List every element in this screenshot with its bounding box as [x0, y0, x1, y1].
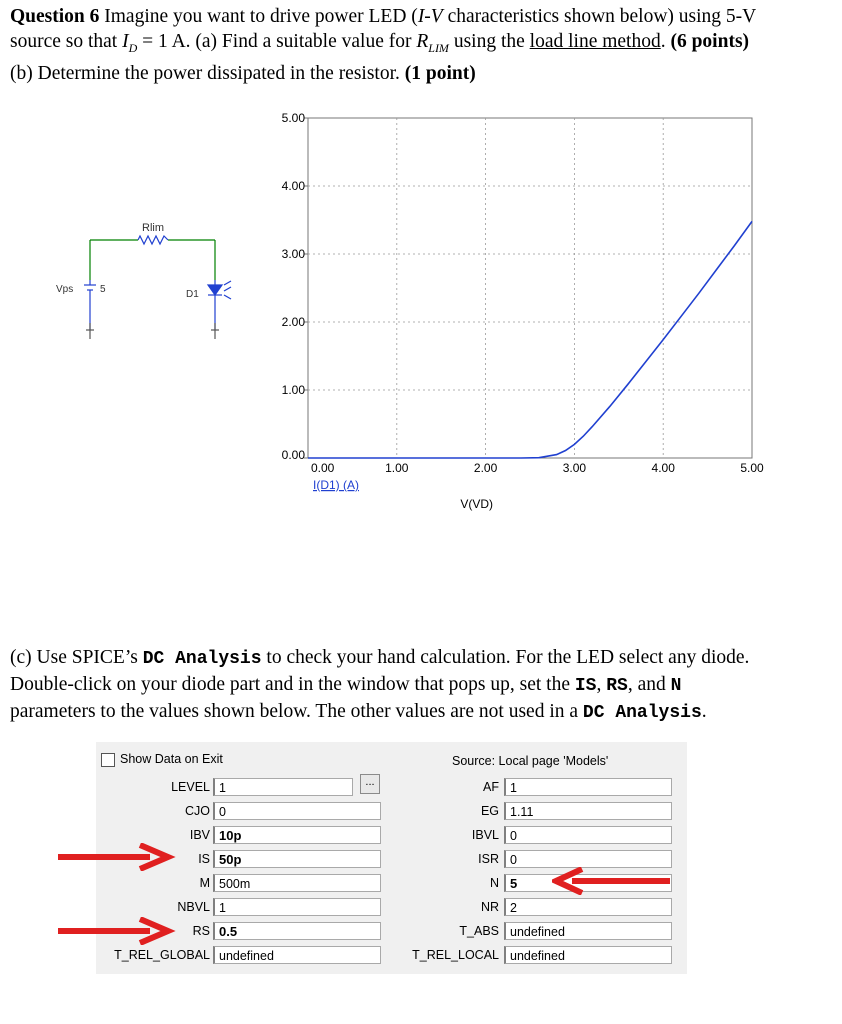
left-label: NBVL — [177, 900, 210, 914]
resistor-symbol — [138, 236, 168, 244]
arrow-is — [58, 843, 178, 871]
left-field-ibv[interactable]: 10p — [213, 826, 381, 844]
left-field-level[interactable]: 1 — [213, 778, 353, 796]
x-tick-label: 0.00 — [311, 461, 335, 475]
left-field-nbvl[interactable]: 1 — [213, 898, 381, 916]
right-field-isr[interactable]: 0 — [504, 850, 672, 868]
y-axis-label: I(D1) (A) — [313, 478, 359, 492]
x-axis-label: V(VD) — [460, 497, 494, 511]
right-label: N — [489, 876, 499, 890]
y-tick-label: 2.00 — [281, 315, 305, 329]
dc-analysis-1: DC Analysis — [142, 649, 262, 669]
question-text — [10, 4, 830, 86]
y-tick-label: 5.00 — [281, 111, 305, 125]
left-field-cjo[interactable]: 0 — [213, 802, 381, 820]
question-line-3: (b) Determine the power dissipated in the resistor. (1 point) — [10, 62, 476, 84]
points-a: (6 points) — [670, 31, 750, 52]
diode-label: D1 — [186, 289, 199, 300]
question-number: Question 6 — [10, 6, 100, 27]
y-tick-label: 1.00 — [281, 383, 305, 397]
right-field-af[interactable]: 1 — [504, 778, 672, 796]
y-tick-label: 4.00 — [281, 179, 305, 193]
source-label: Source: Local page 'Models' — [452, 754, 609, 768]
diode-symbol — [208, 285, 222, 295]
x-tick-label: 3.00 — [562, 461, 587, 475]
right-field-t_rel_local[interactable]: undefined — [504, 946, 672, 964]
iv-chart — [255, 100, 775, 520]
left-label: IBV — [189, 828, 210, 842]
right-field-n[interactable]: 5 — [504, 874, 672, 892]
right-field-eg[interactable]: 1.11 — [504, 802, 672, 820]
right-label: EG — [480, 804, 499, 818]
left-label: M — [199, 876, 210, 890]
y-tick-label: 0.00 — [281, 448, 305, 462]
x-tick-label: 1.00 — [385, 461, 409, 475]
left-label: LEVEL — [171, 780, 210, 794]
right-label: IBVL — [471, 828, 499, 842]
show-data-checkbox[interactable] — [101, 753, 115, 767]
ellipsis-button[interactable]: ... — [360, 774, 380, 794]
source-label: Vps — [56, 284, 74, 295]
part-c-text: (c) Use SPICE’s DC Analysis to check your hand calculation. For the LED select any diode. Double-click on your diode part and in the window that pops up, set the IS, RS, and N parameters to the values shown below. The other values are not used in a DC Analysis. — [10, 647, 750, 723]
y-tick-label: 3.00 — [281, 247, 305, 261]
show-data-label: Show Data on Exit — [120, 752, 223, 766]
left-field-m[interactable]: 500m — [213, 874, 381, 892]
plot-area — [308, 118, 752, 458]
right-label: NR — [480, 900, 499, 914]
load-line-method: load line method — [529, 31, 661, 52]
x-tick-label: 2.00 — [473, 461, 498, 475]
x-tick-label: 5.00 — [740, 461, 764, 475]
left-label: RS — [192, 924, 210, 938]
dc-analysis-2: DC Analysis — [582, 703, 702, 723]
left-field-t_rel_global[interactable]: undefined — [213, 946, 381, 964]
left-field-is[interactable]: 50p — [213, 850, 381, 868]
question-line-2: source so that $I_D = 1$ A. (a) Find a suitable value for $R_{LIM}$ using the load line method. (6 points) — [10, 31, 750, 55]
right-field-t_abs[interactable]: undefined — [504, 922, 672, 940]
arrow-n — [552, 867, 672, 895]
x-tick-label: 4.00 — [651, 461, 675, 475]
source-value: 5 — [100, 284, 106, 295]
diode-model-dialog — [96, 742, 687, 974]
right-label: ISR — [478, 852, 499, 866]
left-label: T_REL_GLOBAL — [114, 948, 210, 962]
right-label: T_REL_LOCAL — [412, 948, 499, 962]
left-field-rs[interactable]: 0.5 — [213, 922, 381, 940]
resistor-label: Rlim — [142, 222, 164, 234]
right-field-ibvl[interactable]: 0 — [504, 826, 672, 844]
right-label: T_ABS — [459, 924, 499, 938]
right-field-nr[interactable]: 2 — [504, 898, 672, 916]
arrow-rs — [58, 917, 178, 945]
points-b: (1 point) — [404, 62, 476, 84]
left-label: CJO — [185, 804, 210, 818]
right-label: AF — [483, 780, 499, 794]
question-line-1: Question 6 Imagine you want to drive power LED (I-V characteristics shown below) using 5-V — [10, 6, 757, 27]
schematic — [50, 205, 250, 355]
left-label: IS — [198, 852, 210, 866]
